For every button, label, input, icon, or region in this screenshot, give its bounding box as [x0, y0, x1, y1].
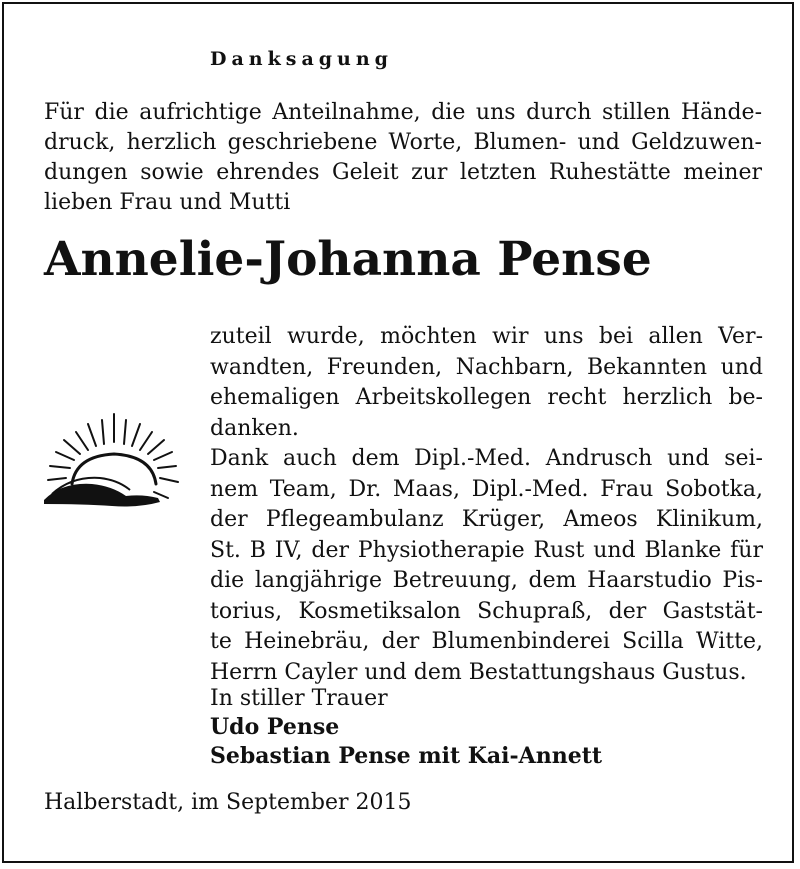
deceased-name: Annelie-Johanna Pense: [44, 232, 652, 287]
body-line: die langjährige Betreuung, dem Haarstudio Pis-: [210, 568, 763, 593]
body-line: St. B IV, der Physiotherapie Rust und Blanke für: [210, 537, 763, 563]
body-line: ehemaligen Arbeitskollegen recht herzlich be-: [210, 385, 763, 410]
thanks-paragraph: [210, 322, 763, 688]
closing-block: [210, 684, 602, 771]
intro-line: lieben Frau und Mutti: [44, 190, 291, 215]
notice-frame: [2, 2, 794, 863]
body-line: Herrn Cayler und dem Bestattungshaus Gustus.: [210, 659, 747, 685]
sunrise-hands-icon: [42, 412, 182, 512]
body-line: te Heinebräu, der Blumenbinderei Scilla Witte,: [210, 629, 763, 654]
mourner-name: Udo Pense: [210, 714, 340, 740]
place-date: Halberstadt, im September 2015: [44, 790, 412, 815]
notice-heading: Danksagung: [210, 48, 393, 70]
intro-paragraph: [44, 98, 762, 218]
intro-line: Für die aufrichtige Anteilnahme, die uns durch stillen Hände-: [44, 100, 762, 125]
intro-line: druck, herzlich geschriebene Worte, Blumen- und Geldzuwen-: [44, 130, 762, 155]
closing-phrase: In stiller Trauer: [210, 686, 388, 711]
body-line: danken.: [210, 415, 299, 441]
mourner-name: Sebastian Pense mit Kai-Annett: [210, 743, 603, 769]
body-line: torius, Kosmetiksalon Schupraß, der Gaststät-: [210, 598, 763, 624]
intro-line: dungen sowie ehrendes Geleit zur letzten Ruhestätte meiner: [44, 160, 762, 185]
body-line: zuteil wurde, möchten wir uns bei allen Ver-: [210, 324, 763, 349]
body-line: nem Team, Dr. Maas, Dipl.-Med. Frau Sobotka,: [210, 476, 763, 502]
body-line: der Pflegeambulanz Krüger, Ameos Klinikum,: [210, 507, 763, 532]
body-line: wandten, Freunden, Nachbarn, Bekannten und: [210, 354, 763, 380]
body-line: Dank auch dem Dipl.-Med. Andrusch und sei-: [210, 446, 763, 471]
